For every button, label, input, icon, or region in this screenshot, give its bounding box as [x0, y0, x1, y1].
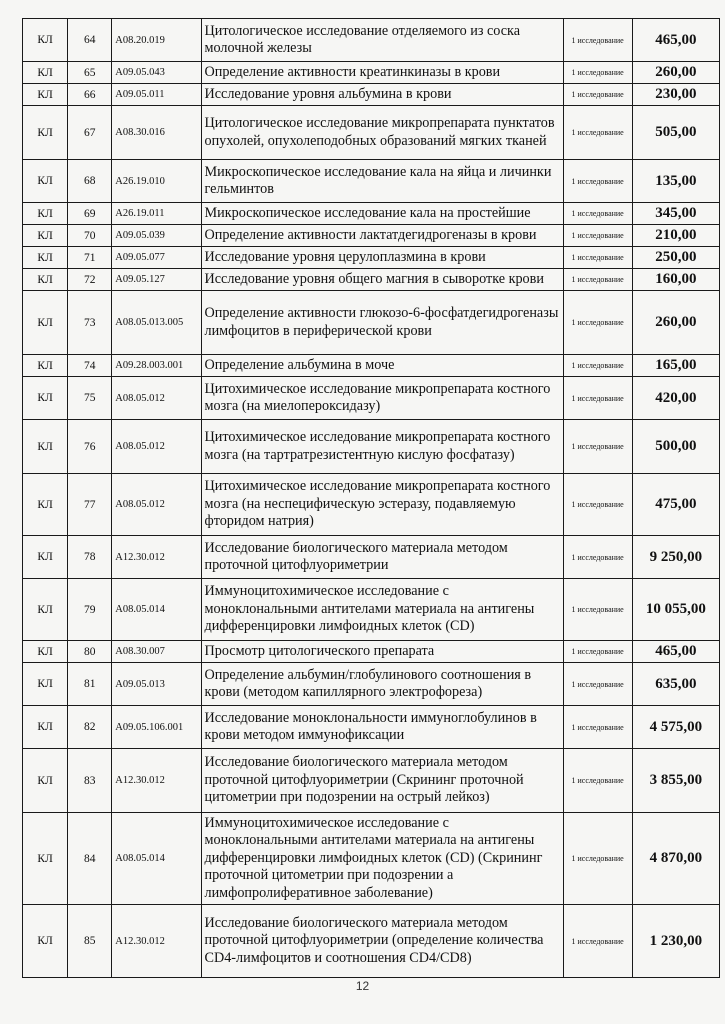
table-row: [23, 377, 720, 420]
row-service-code: A08.20.019: [112, 19, 201, 62]
row-service-code: A08.05.012: [112, 420, 201, 474]
row-service-name: Иммуноцитохимическое исследование с моноклональными антителами материала на антигены дифференцировки лимфоидных клеток (CD): [201, 579, 563, 641]
price-list-table: [22, 18, 720, 978]
row-price: 345,00: [632, 203, 719, 225]
table-row: [23, 269, 720, 291]
page-number: 12: [355, 979, 370, 993]
table-row: [23, 905, 720, 978]
table-row: [23, 160, 720, 203]
row-service-code: A12.30.012: [112, 749, 201, 813]
table-row: [23, 749, 720, 813]
row-category: КЛ: [23, 749, 68, 813]
row-unit: 1 исследование: [563, 641, 632, 663]
row-price: 260,00: [632, 62, 719, 84]
row-number: 72: [68, 269, 112, 291]
row-category: КЛ: [23, 291, 68, 355]
row-number: 75: [68, 377, 112, 420]
row-number: 81: [68, 663, 112, 706]
row-number: 66: [68, 84, 112, 106]
row-number: 67: [68, 106, 112, 160]
row-price: 420,00: [632, 377, 719, 420]
row-price: 135,00: [632, 160, 719, 203]
table-row: [23, 474, 720, 536]
table-row: [23, 19, 720, 62]
row-service-code: A08.05.013.005: [112, 291, 201, 355]
table-row: [23, 225, 720, 247]
table-row: [23, 84, 720, 106]
row-category: КЛ: [23, 663, 68, 706]
row-number: 80: [68, 641, 112, 663]
row-price: 260,00: [632, 291, 719, 355]
table-row: [23, 62, 720, 84]
row-category: КЛ: [23, 355, 68, 377]
row-price: 230,00: [632, 84, 719, 106]
row-price: 465,00: [632, 19, 719, 62]
row-unit: 1 исследование: [563, 377, 632, 420]
row-category: КЛ: [23, 160, 68, 203]
row-category: КЛ: [23, 474, 68, 536]
row-category: КЛ: [23, 579, 68, 641]
row-price: 9 250,00: [632, 536, 719, 579]
row-number: 84: [68, 813, 112, 905]
row-number: 73: [68, 291, 112, 355]
row-category: КЛ: [23, 377, 68, 420]
row-unit: 1 исследование: [563, 225, 632, 247]
row-price: 3 855,00: [632, 749, 719, 813]
row-service-name: Определение альбумина в моче: [201, 355, 563, 377]
row-number: 68: [68, 160, 112, 203]
row-price: 210,00: [632, 225, 719, 247]
row-unit: 1 исследование: [563, 291, 632, 355]
table-row: [23, 106, 720, 160]
table-row: [23, 355, 720, 377]
row-unit: 1 исследование: [563, 106, 632, 160]
table-row: [23, 663, 720, 706]
row-service-code: A12.30.012: [112, 536, 201, 579]
row-category: КЛ: [23, 269, 68, 291]
row-number: 79: [68, 579, 112, 641]
table-row: [23, 536, 720, 579]
row-number: 65: [68, 62, 112, 84]
row-unit: 1 исследование: [563, 905, 632, 978]
row-service-code: A08.05.014: [112, 579, 201, 641]
row-price: 475,00: [632, 474, 719, 536]
row-service-name: Определение активности креатинкиназы в крови: [201, 62, 563, 84]
row-service-name: Цитохимическое исследование микропрепарата костного мозга (на тартратрезистентную кислую фосфатазу): [201, 420, 563, 474]
row-number: 85: [68, 905, 112, 978]
row-service-code: A08.05.012: [112, 474, 201, 536]
price-list-body: [23, 19, 720, 978]
row-price: 1 230,00: [632, 905, 719, 978]
row-service-name: Исследование моноклональности иммуноглобулинов в крови методом иммунофиксации: [201, 706, 563, 749]
row-service-name: Просмотр цитологического препарата: [201, 641, 563, 663]
row-service-code: A09.05.011: [112, 84, 201, 106]
row-unit: 1 исследование: [563, 203, 632, 225]
row-category: КЛ: [23, 84, 68, 106]
row-category: КЛ: [23, 225, 68, 247]
row-price: 165,00: [632, 355, 719, 377]
row-service-name: Исследование биологического материала методом проточной цитофлуориметрии: [201, 536, 563, 579]
row-unit: 1 исследование: [563, 247, 632, 269]
row-service-name: Иммуноцитохимическое исследование с моноклональными антителами материала на антигены дифференцировки лимфоидных клеток (CD) (Скрининг проточной цитометрии при подозрении а лимфопролиферативное заболевание): [201, 813, 563, 905]
row-number: 64: [68, 19, 112, 62]
row-service-code: A08.05.014: [112, 813, 201, 905]
row-unit: 1 исследование: [563, 474, 632, 536]
row-unit: 1 исследование: [563, 420, 632, 474]
table-row: [23, 203, 720, 225]
row-price: 505,00: [632, 106, 719, 160]
row-service-code: A08.30.016: [112, 106, 201, 160]
row-unit: 1 исследование: [563, 813, 632, 905]
row-service-name: Определение активности глюкозо-6-фосфатдегидрогеназы лимфоцитов в периферической крови: [201, 291, 563, 355]
row-price: 465,00: [632, 641, 719, 663]
row-category: КЛ: [23, 905, 68, 978]
row-service-name: Микроскопическое исследование кала на яйца и личинки гельминтов: [201, 160, 563, 203]
row-service-code: A12.30.012: [112, 905, 201, 978]
row-number: 76: [68, 420, 112, 474]
row-number: 74: [68, 355, 112, 377]
row-price: 635,00: [632, 663, 719, 706]
row-number: 69: [68, 203, 112, 225]
row-category: КЛ: [23, 62, 68, 84]
row-category: КЛ: [23, 420, 68, 474]
row-service-name: Исследование уровня общего магния в сыворотке крови: [201, 269, 563, 291]
row-service-code: A26.19.010: [112, 160, 201, 203]
row-service-code: A08.30.007: [112, 641, 201, 663]
row-service-name: Исследование биологического материала методом проточной цитофлуориметрии (определение количества CD4-лимфоцитов и соотношения CD4/CD8): [201, 905, 563, 978]
row-service-name: Исследование уровня альбумина в крови: [201, 84, 563, 106]
row-service-code: A09.05.013: [112, 663, 201, 706]
row-unit: 1 исследование: [563, 579, 632, 641]
row-service-code: A09.28.003.001: [112, 355, 201, 377]
row-service-name: Исследование уровня церулоплазмина в крови: [201, 247, 563, 269]
row-price: 10 055,00: [632, 579, 719, 641]
row-service-name: Определение альбумин/глобулинового соотношения в крови (методом капиллярного электрофореза): [201, 663, 563, 706]
row-unit: 1 исследование: [563, 355, 632, 377]
row-unit: 1 исследование: [563, 536, 632, 579]
row-service-name: Цитологическое исследование микропрепарата пунктатов опухолей, опухолеподобных образований мягких тканей: [201, 106, 563, 160]
row-service-code: A08.05.012: [112, 377, 201, 420]
table-row: [23, 641, 720, 663]
table-row: [23, 813, 720, 905]
row-service-code: A09.05.077: [112, 247, 201, 269]
row-price: 4 575,00: [632, 706, 719, 749]
row-unit: 1 исследование: [563, 84, 632, 106]
row-service-name: Микроскопическое исследование кала на простейшие: [201, 203, 563, 225]
row-unit: 1 исследование: [563, 19, 632, 62]
row-number: 78: [68, 536, 112, 579]
table-row: [23, 291, 720, 355]
row-service-code: A09.05.039: [112, 225, 201, 247]
table-row: [23, 420, 720, 474]
row-category: КЛ: [23, 813, 68, 905]
row-category: КЛ: [23, 641, 68, 663]
row-category: КЛ: [23, 247, 68, 269]
row-unit: 1 исследование: [563, 706, 632, 749]
row-number: 70: [68, 225, 112, 247]
table-row: [23, 706, 720, 749]
row-number: 82: [68, 706, 112, 749]
row-category: КЛ: [23, 203, 68, 225]
row-number: 77: [68, 474, 112, 536]
row-number: 71: [68, 247, 112, 269]
row-service-name: Определение активности лактатдегидрогеназы в крови: [201, 225, 563, 247]
row-service-name: Цитохимическое исследование микропрепарата костного мозга (на миелопероксидазу): [201, 377, 563, 420]
row-unit: 1 исследование: [563, 160, 632, 203]
row-price: 500,00: [632, 420, 719, 474]
row-category: КЛ: [23, 106, 68, 160]
row-service-name: Цитохимическое исследование микропрепарата костного мозга (на неспецифическую эстеразу, подавляемую фторидом натрия): [201, 474, 563, 536]
row-category: КЛ: [23, 706, 68, 749]
row-service-name: Исследование биологического материала методом проточной цитофлуориметрии (Скрининг проточной цитометрии при подозрении на острый лейкоз): [201, 749, 563, 813]
row-service-code: A09.05.106.001: [112, 706, 201, 749]
row-unit: 1 исследование: [563, 749, 632, 813]
row-unit: 1 исследование: [563, 663, 632, 706]
row-price: 250,00: [632, 247, 719, 269]
row-category: КЛ: [23, 19, 68, 62]
row-unit: 1 исследование: [563, 269, 632, 291]
row-price: 160,00: [632, 269, 719, 291]
table-row: [23, 247, 720, 269]
row-unit: 1 исследование: [563, 62, 632, 84]
row-service-name: Цитологическое исследование отделяемого из соска молочной железы: [201, 19, 563, 62]
row-price: 4 870,00: [632, 813, 719, 905]
row-service-code: A26.19.011: [112, 203, 201, 225]
row-service-code: A09.05.043: [112, 62, 201, 84]
row-category: КЛ: [23, 536, 68, 579]
row-service-code: A09.05.127: [112, 269, 201, 291]
row-number: 83: [68, 749, 112, 813]
table-row: [23, 579, 720, 641]
